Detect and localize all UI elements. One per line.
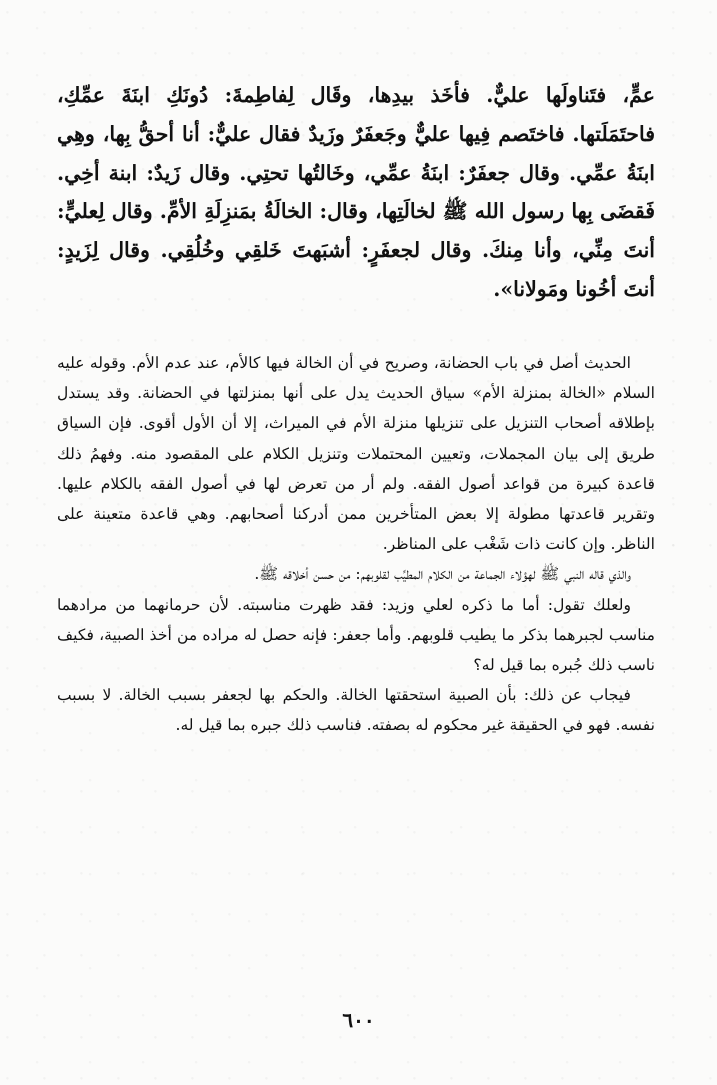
commentary-paragraph-3: ولعلك تقول: أما ما ذكره لعلي وزيد: فقد ظهرت مناسبته. لأن حرمانهما من مرادهما مناسب لجبرهما بذكر ما يطيب قلوبهم. وأما جعفر: فإنه حصل له مراده من أخذ الصبية، فكيف ناسب ذلك جُبره بما قيل له؟ — [57, 595, 655, 675]
page-number: ٦٠٠ — [342, 1008, 375, 1032]
commentary-paragraph-2: والذي قاله النبي ﷺ لهؤلاء الجماعة من الكلام المطيِّب لقلوبهم: من حسن أخلاقه ﷺ. — [254, 565, 631, 584]
commentary-paragraph-4: فيجاب عن ذلك: بأن الصبية استحقتها الخالة. والحكم بها لجعفر بسبب الخالة. لا بسبب نفسه. فهو في الحقيقة غير محكوم له بصفته. فناسب ذلك جبره بما قيل له. — [57, 686, 655, 735]
commentary-paragraph-1: الحديث أصل في باب الحضانة، وصريح في أن الخالة فيها كالأم، عند عدم الأم. وقوله عليه السلام «الخالة بمنزلة الأم» سياق الحديث يدل على أنها بمنزلتها في الحضانة. وقد يستدل بإطلاقه أصحاب التنزيل على تنزيلها منزلة الأم في الميراث، إلا أن الأول أقوى. فإن السياق طريق إلى بيان المجملات، وتعيين المحتملات وتنزيل الكلام على المقصود منه. وفهمُ ذلك قاعدة كبيرة من قواعد أصول الفقه. ولم أر من تعرض لها في أصول الفقه بالكلام عليها. وتقرير قاعدتها مطولة إلا بعض المتأخرين ممن أدركنا أصحابهم. وهي قاعدة متعينة على الناظر. وإن كانت ذات شَغْب على المناظر. — [57, 354, 655, 554]
commentary-text-block — [57, 348, 655, 741]
hadith-text-block — [57, 76, 655, 309]
hadith-paragraph: عمٍّ، فتَناولَها عليٌّ. فأخَذ بيدِها، وقَال لِفاطِمةَ: دُونَكِ ابنَةَ عمِّكِ، فاحتَمَلَتها. فاختَصم فِيها عليٌّ وجَعفَرٌ وزَيدٌ فقال عليٌّ: أنا أحقُّ بِها، وهِي ابنَةُ عمِّي. وقال جعفَرٌ: ابنَةُ عمِّي، وخَالتُها تحتِي. وقال زَيدٌ: ابنة أخِي. فَقضَى بِها رسول الله ﷺ لخالَتِها، وقال: الخالَةُ بمَنزِلَةِ الأمِّ. وقال لِعليٍّ: أنتَ مِنِّي، وأنا مِنكَ. وقال لجعفَرٍ: أشبَهتَ خَلقِي وخُلُقِي. وقال لِزَيدٍ: أنتَ أخُونا ومَولانا». — [57, 83, 655, 301]
